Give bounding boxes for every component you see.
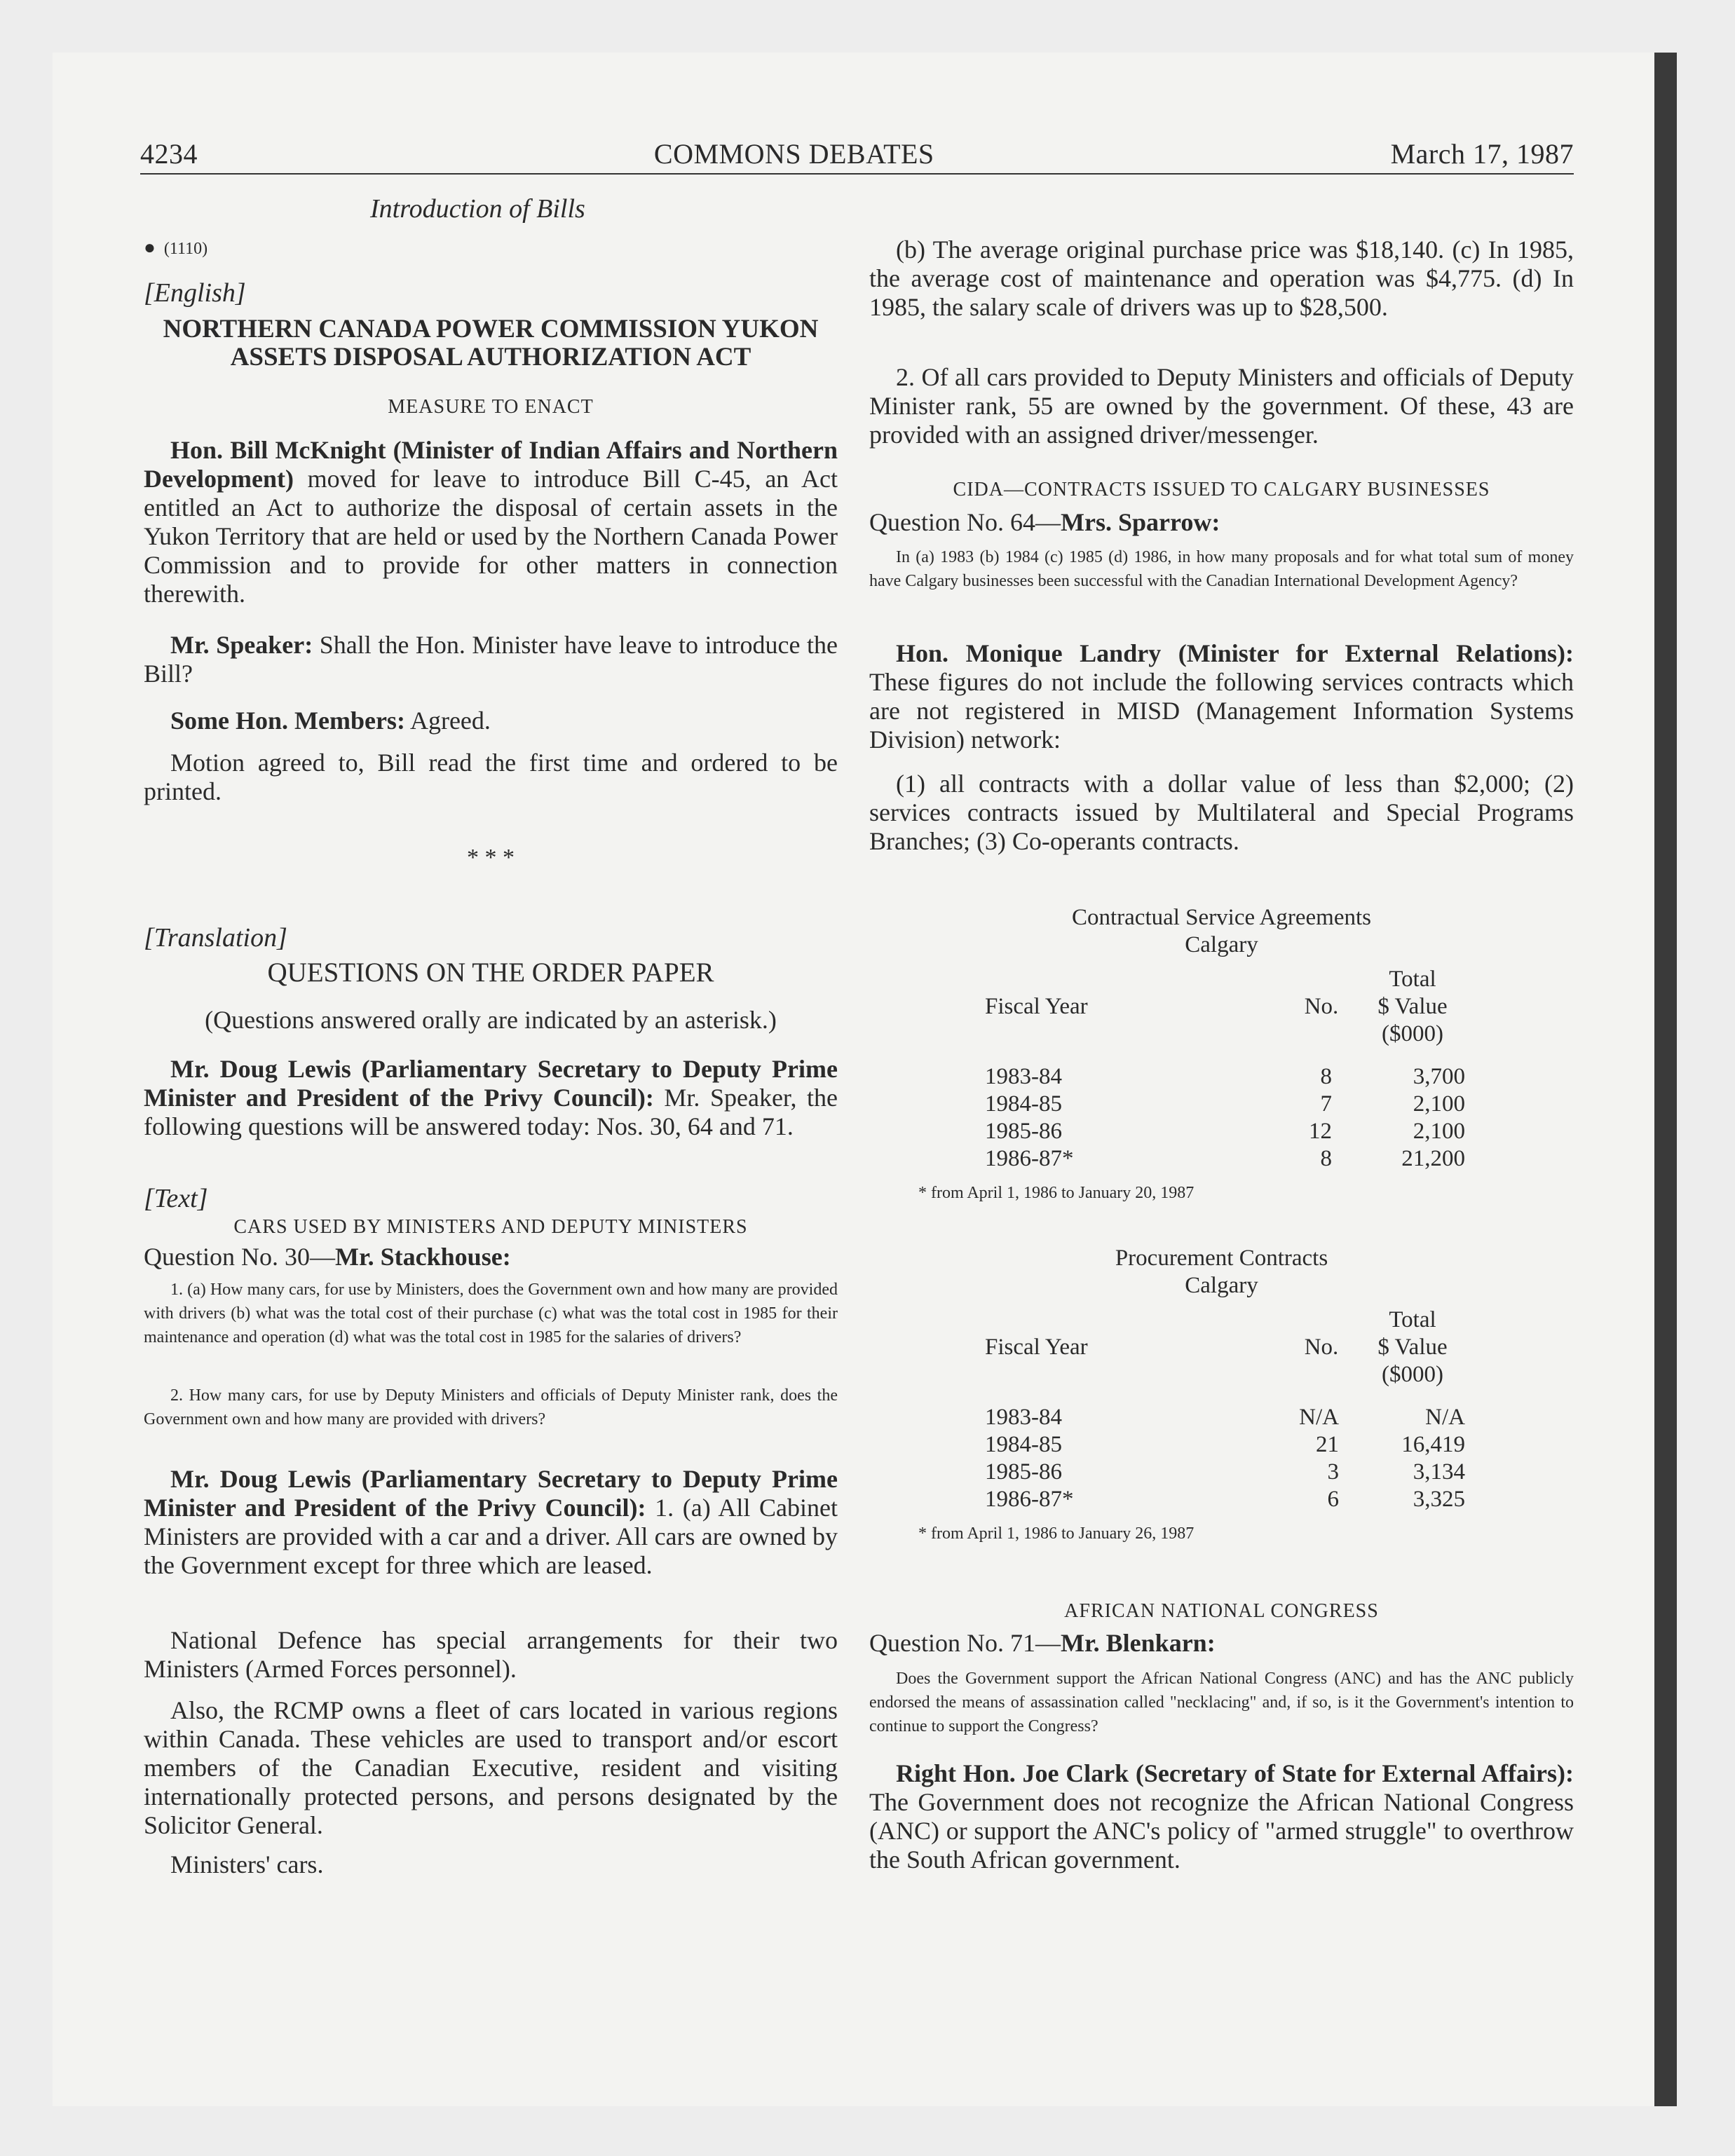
language-marker-translation: [Translation] xyxy=(144,923,287,953)
header-date: March 17, 1987 xyxy=(1390,138,1574,170)
table-row: 1985-86 12 2,100 xyxy=(985,1119,1465,1144)
speaker-paragraph: Mr. Speaker: Shall the Hon. Minister have leave to introduce the Bill? xyxy=(144,631,838,688)
rcmp-paragraph: Also, the RCMP owns a fleet of cars located in various regions within Canada. These vehicles are used to transport and/or escort members of the Canadian Executive, resident and visiting internationally protected persons, and persons designated by the Solicitor General. xyxy=(144,1696,838,1839)
table1-col-no: No. xyxy=(1304,994,1339,1019)
table1-col-year: Fiscal Year xyxy=(985,994,1088,1019)
question-64-heading: Question No. 64—Mrs. Sparrow: xyxy=(869,508,1220,536)
question-71-heading: Question No. 71—Mr. Blenkarn: xyxy=(869,1629,1216,1657)
defence-paragraph: National Defence has special arrangements for their two Ministers (Armed Forces personnel). xyxy=(144,1626,838,1683)
table-row: 1984-85 21 16,419 xyxy=(985,1432,1465,1457)
questioner-blenkarn: Mr. Blenkarn: xyxy=(1061,1629,1216,1657)
table-row: 1986-87* 8 21,200 xyxy=(985,1146,1465,1171)
table2-subtitle: Calgary xyxy=(1185,1273,1258,1298)
table-contractual-service xyxy=(869,904,1574,1203)
table1-col-value: Total $ Value ($000) xyxy=(1377,967,1448,1046)
landry-list: (1) all contracts with a dollar value of less than $2,000; (2) services contracts issued by Multilateral and Special Programs Branches; (3) Co-operants contracts. xyxy=(869,770,1574,855)
speaker-mcknight: Hon. Bill McKnight (Minister of Indian Affairs and Northern Development) xyxy=(144,436,838,493)
questioner-stackhouse: Mr. Stackhouse: xyxy=(335,1243,511,1271)
speaker-clark: Right Hon. Joe Clark (Secretary of State for External Affairs): xyxy=(896,1759,1574,1787)
page-edge-shadow xyxy=(1654,53,1677,2106)
language-marker-english: [English] xyxy=(144,278,246,308)
table1-grid xyxy=(985,966,1465,1173)
lewis-second-paragraph: Mr. Doug Lewis (Parliamentary Secretary to Deputy Prime Minister and President of the Privy Council): 1. (a) All Cabinet Ministers are provided with a car and a driver. All cars are owned by the Government except for three which are leased. xyxy=(144,1465,838,1579)
clark-paragraph: Right Hon. Joe Clark (Secretary of State for External Affairs): The Government does not recognize the African National Congress (ANC) or support the ANC's policy of "armed struggle" to overthrow the South African government. xyxy=(869,1759,1574,1874)
table-row: 1983-84 8 3,700 xyxy=(985,1064,1465,1089)
cars-heading: CARS USED BY MINISTERS AND DEPUTY MINISTERS xyxy=(233,1216,748,1238)
answer-b-paragraph: (b) The average original purchase price was $18,140. (c) In 1985, the average cost of maintenance and operation was $4,775. (d) In 1985, the salary scale of drivers was up to $28,500. xyxy=(869,236,1574,321)
language-marker-text: [Text] xyxy=(144,1184,208,1213)
table-procurement-contracts xyxy=(869,1245,1574,1543)
questioner-sparrow: Mrs. Sparrow: xyxy=(1061,508,1220,536)
bill-title: NORTHERN CANADA POWER COMMISSION YUKON ASSETS DISPOSAL AUTHORIZATION ACT xyxy=(163,315,819,371)
questions-note: (Questions answered orally are indicated by an asterisk.) xyxy=(205,1006,777,1034)
table2-title: Procurement Contracts xyxy=(1115,1246,1328,1271)
question-30-part2: 2. How many cars, for use by Deputy Ministers and officials of Deputy Minister rank, does the Government own and how many are provided with drivers? xyxy=(144,1386,838,1428)
table2-footnote: * from April 1, 1986 to January 26, 1987 xyxy=(918,1524,1195,1543)
table2-col-value: Total $ Value ($000) xyxy=(1377,1307,1448,1387)
table-row: 1983-84 N/A N/A xyxy=(985,1405,1465,1430)
question-64-text: In (a) 1983 (b) 1984 (c) 1985 (d) 1986, in how many proposals and for what total sum of money have Calgary businesses been successful with the Canadian International Development Agency? xyxy=(869,548,1574,590)
table2-header-row xyxy=(985,1306,1465,1389)
section-separator: * * * xyxy=(467,845,515,871)
speaker-mr-speaker: Mr. Speaker: xyxy=(170,631,313,659)
table1-title: Contractual Service Agreements xyxy=(1071,905,1372,930)
running-header xyxy=(140,137,1574,170)
table1-subtitle: Calgary xyxy=(1185,932,1258,957)
speaker-members: Some Hon. Members: xyxy=(170,707,405,735)
table-row: 1984-85 7 2,100 xyxy=(985,1091,1465,1117)
measure-subheading: MEASURE TO ENACT xyxy=(388,396,594,418)
speaker-lewis-2: Mr. Doug Lewis (Parliamentary Secretary to Deputy Prime Minister and President of the Privy Council): xyxy=(144,1465,838,1522)
anc-heading: AFRICAN NATIONAL CONGRESS xyxy=(1064,1600,1379,1622)
table2-grid xyxy=(985,1306,1465,1513)
table2-col-no: No. xyxy=(1304,1335,1339,1360)
table-row: 1986-87* 6 3,325 xyxy=(985,1487,1465,1512)
table-row: 1985-86 3 3,134 xyxy=(985,1459,1465,1485)
publication-title: COMMONS DEBATES xyxy=(653,138,934,170)
section-heading: Introduction of Bills xyxy=(370,194,585,224)
questions-title: QUESTIONS ON THE ORDER PAPER xyxy=(267,957,714,988)
motion-paragraph: Motion agreed to, Bill read the first time and ordered to be printed. xyxy=(144,749,838,805)
ministers-cars: Ministers' cars. xyxy=(170,1850,324,1878)
time-marker: ● (1110) xyxy=(144,237,208,259)
question-30-heading: Question No. 30—Mr. Stackhouse: xyxy=(144,1243,511,1271)
mcknight-paragraph: Hon. Bill McKnight (Minister of Indian Affairs and Northern Development) moved for leave to introduce Bill C-45, an Act entitled an Act to authorize the disposal of certain assets in the Yukon Territory that are held or used by the Northern Canada Power Commission and to provide for other matters in connection therewith. xyxy=(144,436,838,608)
cida-heading: CIDA—CONTRACTS ISSUED TO CALGARY BUSINESSES xyxy=(953,479,1490,500)
landry-paragraph: Hon. Monique Landry (Minister for External Relations): These figures do not include the following services contracts which are not registered in MISD (Management Information Systems Division) network: xyxy=(869,639,1574,753)
header-rule xyxy=(140,173,1574,175)
bullet-icon: ● xyxy=(144,237,156,259)
question-71-text: Does the Government support the African National Congress (ANC) and has the ANC publicly endorsed the means of assassination called "necklacing" and, if so, is it the Government's intention to continue to support the Congress? xyxy=(869,1670,1574,1735)
table1-header-row xyxy=(985,966,1465,1048)
table1-footnote: * from April 1, 1986 to January 20, 1987 xyxy=(918,1184,1195,1202)
speaker-landry: Hon. Monique Landry (Minister for External Relations): xyxy=(896,639,1574,667)
lewis-first-paragraph: Mr. Doug Lewis (Parliamentary Secretary to Deputy Prime Minister and President of the Privy Council): Mr. Speaker, the following questions will be answered today: Nos. 30, 64 and 71. xyxy=(144,1055,838,1140)
question-30-part1: 1. (a) How many cars, for use by Ministers, does the Government own and how many are provided with drivers (b) what was the total cost of their purchase (c) what was the total cost in 1985 for their maintenance and operation (d) what was the total cost in 1985 for the salaries of drivers? xyxy=(144,1281,838,1346)
table2-col-year: Fiscal Year xyxy=(985,1335,1088,1360)
answer-2-paragraph: 2. Of all cars provided to Deputy Ministers and officials of Deputy Minister rank, 55 are owned by the government. Of these, 43 are provided with an assigned driver/messenger. xyxy=(869,363,1574,449)
page-number: 4234 xyxy=(140,138,198,170)
members-paragraph: Some Hon. Members: Agreed. xyxy=(170,707,491,735)
speaker-lewis: Mr. Doug Lewis (Parliamentary Secretary to Deputy Prime Minister and President of the Privy Council): xyxy=(144,1055,838,1112)
